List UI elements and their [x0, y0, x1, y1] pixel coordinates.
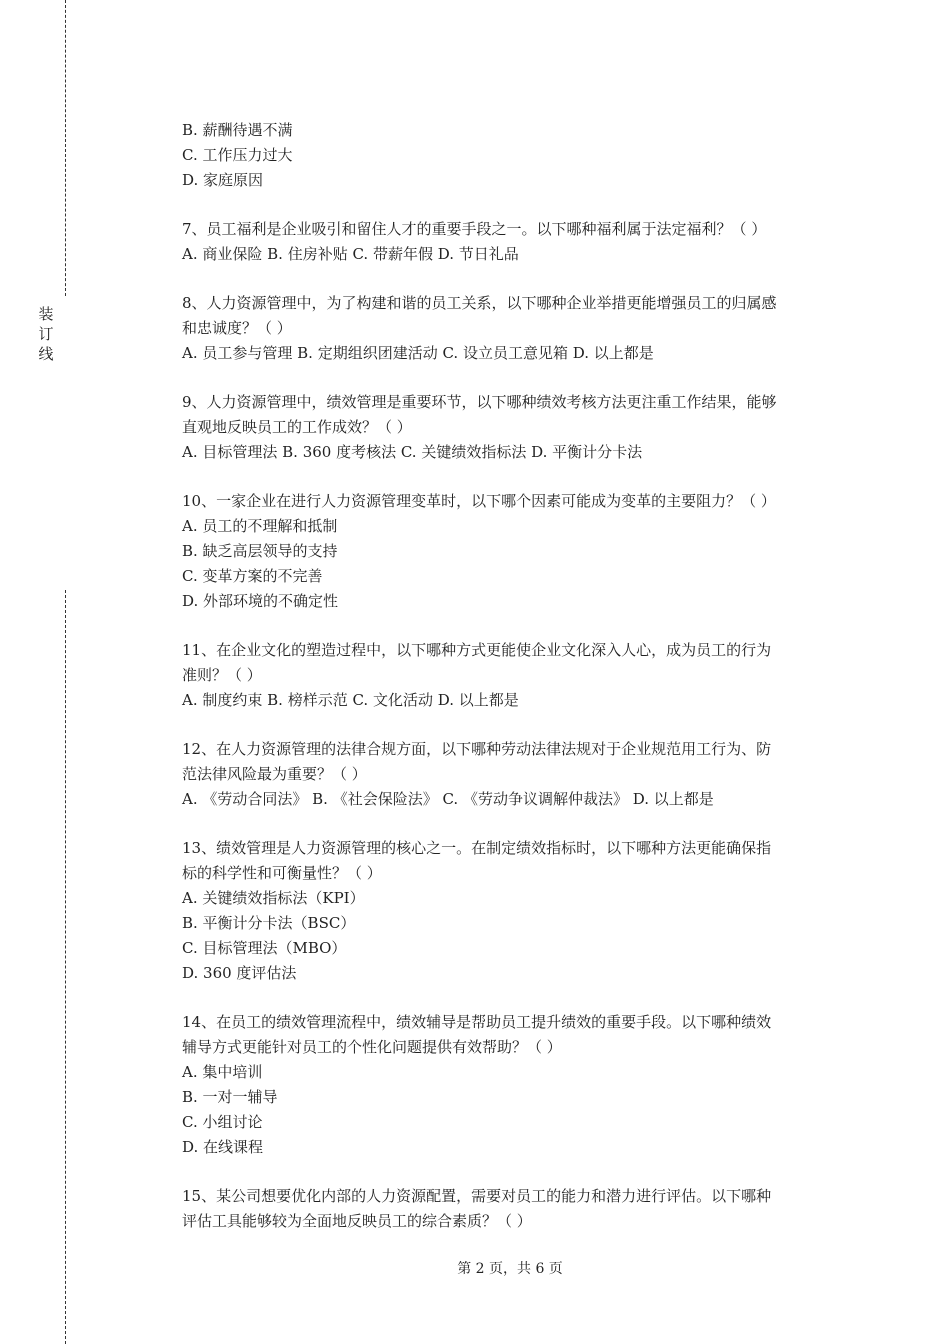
question-block: [182, 836, 842, 986]
text-line: 7、员工福利是企业吸引和留住人才的重要手段之一。以下哪种福利属于法定福利？（ ）: [182, 220, 767, 238]
question-content: [182, 118, 842, 1234]
block-gap: [182, 366, 842, 390]
text-line: A. 员工的不理解和抵制: [182, 517, 338, 535]
block-gap: [182, 267, 842, 291]
block-gap: [182, 614, 842, 638]
text-line: B. 薪酬待遇不满: [182, 121, 293, 139]
block-gap: [182, 812, 842, 836]
text-line: 8、人力资源管理中，为了构建和谐的员工关系，以下哪种企业举措更能增强员工的归属感: [182, 294, 777, 312]
question-block: [182, 1010, 842, 1160]
block-gap: [182, 465, 842, 489]
text-line: D. 家庭原因: [182, 171, 264, 189]
question-block: [182, 1184, 842, 1234]
binding-dashed-line-top: [65, 0, 66, 296]
text-line: A. 关键绩效指标法（KPI）: [182, 889, 365, 907]
text-line: D. 在线课程: [182, 1138, 264, 1156]
text-line: C. 变革方案的不完善: [182, 567, 323, 585]
text-line: C. 小组讨论: [182, 1113, 263, 1131]
text-line: A. 《劳动合同法》 B. 《社会保险法》 C. 《劳动争议调解仲裁法》 D. 以上都是: [182, 790, 714, 808]
binding-dashed-line-bottom: [65, 590, 66, 1344]
question-block: [182, 638, 842, 713]
text-line: 直观地反映员工的工作成效？（ ）: [182, 418, 412, 436]
text-line: 10、一家企业在进行人力资源管理变革时，以下哪个因素可能成为变革的主要阻力？（ ）: [182, 492, 776, 510]
text-line: B. 一对一辅导: [182, 1088, 278, 1106]
text-line: 11、在企业文化的塑造过程中，以下哪种方式更能使企业文化深入人心，成为员工的行为: [182, 641, 772, 659]
text-line: 辅导方式更能针对员工的个性化问题提供有效帮助？（ ）: [182, 1038, 562, 1056]
block-gap: [182, 713, 842, 737]
question-block: [182, 390, 842, 465]
text-line: B. 缺乏高层领导的支持: [182, 542, 338, 560]
text-line: B. 平衡计分卡法（BSC）: [182, 914, 356, 932]
block-gap: [182, 986, 842, 1010]
binding-char: 线: [38, 345, 54, 363]
question-block: [182, 737, 842, 812]
text-line: A. 商业保险 B. 住房补贴 C. 带薪年假 D. 节日礼品: [182, 245, 519, 263]
binding-label: [38, 304, 54, 364]
text-line: 准则？（ ）: [182, 666, 262, 684]
page-footer: 第 2 页，共 6 页: [457, 1261, 563, 1277]
question-block: [182, 291, 842, 366]
text-line: D. 360 度评估法: [182, 964, 297, 982]
text-line: 9、人力资源管理中，绩效管理是重要环节，以下哪种绩效考核方法更注重工作结果，能够: [182, 393, 777, 411]
block-gap: [182, 1160, 842, 1184]
question-block: [182, 489, 842, 614]
question-block: [182, 118, 842, 193]
text-line: 和忠诚度？（ ）: [182, 319, 292, 337]
text-line: 15、某公司想要优化内部的人力资源配置，需要对员工的能力和潜力进行评估。以下哪种: [182, 1187, 772, 1205]
block-gap: [182, 193, 842, 217]
question-block: [182, 217, 842, 267]
binding-char: 订: [38, 325, 54, 343]
binding-char: 装: [38, 305, 54, 323]
text-line: A. 集中培训: [182, 1063, 263, 1081]
text-line: 13、绩效管理是人力资源管理的核心之一。在制定绩效指标时，以下哪种方法更能确保指: [182, 839, 772, 857]
text-line: C. 工作压力过大: [182, 146, 293, 164]
text-line: 12、在人力资源管理的法律合规方面，以下哪种劳动法律法规对于企业规范用工行为、防: [182, 740, 772, 758]
text-line: A. 目标管理法 B. 360 度考核法 C. 关键绩效指标法 D. 平衡计分卡法: [182, 443, 643, 461]
text-line: 标的科学性和可衡量性？（ ）: [182, 864, 382, 882]
text-line: A. 员工参与管理 B. 定期组织团建活动 C. 设立员工意见箱 D. 以上都是: [182, 344, 654, 362]
text-line: 范法律风险最为重要？（ ）: [182, 765, 367, 783]
text-line: D. 外部环境的不确定性: [182, 592, 339, 610]
text-line: 14、在员工的绩效管理流程中，绩效辅导是帮助员工提升绩效的重要手段。以下哪种绩效: [182, 1013, 772, 1031]
text-line: A. 制度约束 B. 榜样示范 C. 文化活动 D. 以上都是: [182, 691, 519, 709]
text-line: C. 目标管理法（MBO）: [182, 939, 347, 957]
text-line: 评估工具能够较为全面地反映员工的综合素质？（ ）: [182, 1212, 532, 1230]
